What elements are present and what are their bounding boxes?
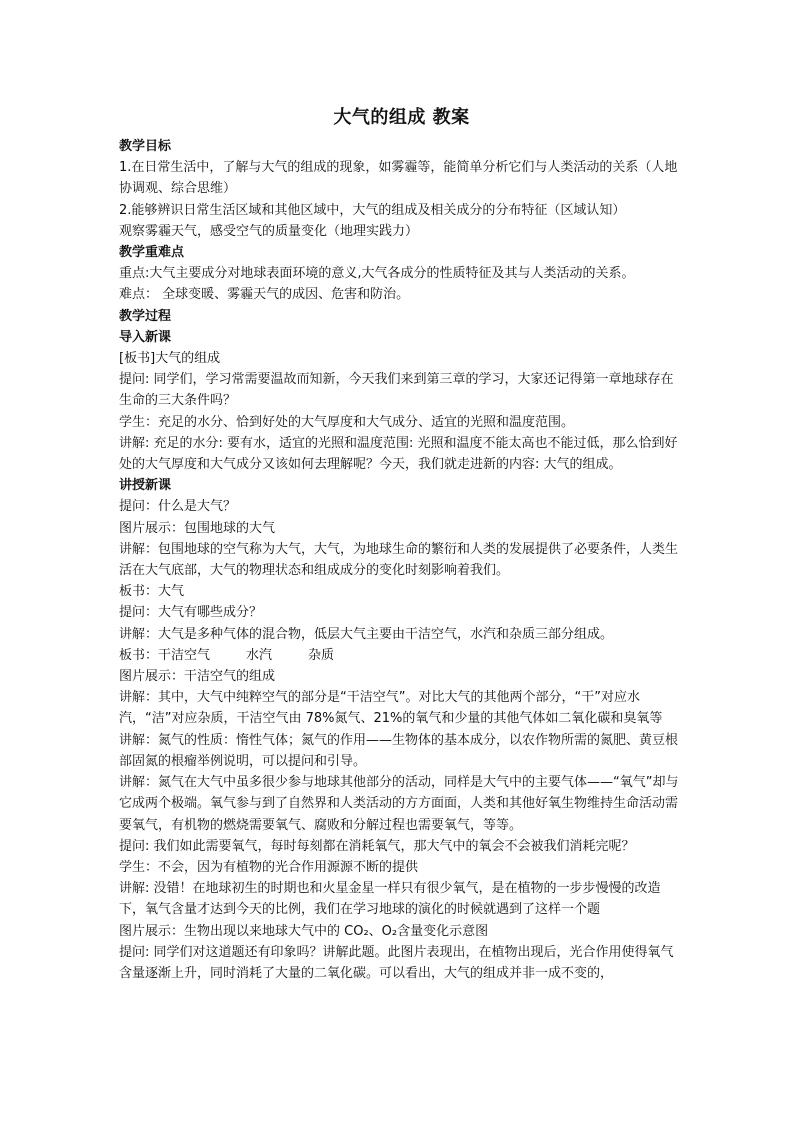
paragraph: 重点:大气主要成分对地球表面环境的意义,大气各成分的性质特征及其与人类活动的关系。	[119, 266, 635, 282]
paragraph: 板书：大气	[119, 584, 185, 600]
blackboard-item: 水汽	[246, 647, 273, 663]
paragraph: 提问: 同学们对这道题还有印象吗？讲解此题。此图片表现出，在植物出现后，光合作用使得氧气含量逐渐上升，同时消耗了大量的二氧化碳。可以看出，大气的组成并非一成不变的，	[119, 944, 674, 981]
paragraph: 讲解：其中，大气中纯粹空气的部分是“干洁空气”。对比大气的其他两个部分，“干”对应水汽，“洁”对应杂质，干洁空气由 78%氮气、21%的氧气和少量的其他气体如二氧化碳和臭氧等	[119, 690, 663, 727]
section-heading: 导入新课	[119, 329, 172, 345]
section-heading: 讲授新课	[119, 478, 172, 494]
paragraph: [板书]大气的组成	[119, 351, 221, 367]
paragraph: 讲解：氮气的性质：惰性气体；氮气的作用——生物体的基本成分，以农作物所需的氮肥、黄豆根部固氮的根瘤举例说明，可以提问和引导。	[119, 732, 679, 769]
paragraph: 难点： 全球变暖、雾霾天气的成因、危害和防治。	[119, 287, 410, 303]
paragraph: 提问：大气有哪些成分？	[119, 605, 263, 621]
paragraph: 1.在日常生活中，了解与大气的组成的现象，如雾霾等，能简单分析它们与人类活动的关系（人地协调观、综合思维）	[119, 160, 678, 197]
paragraph: 观察雾霾天气，感受空气的质量变化（地理实践力）	[119, 223, 419, 239]
blackboard-line	[119, 645, 684, 666]
paragraph: 讲解：氮气在大气中虽多很少参与地球其他部分的活动，同样是大气中的主要气体——“氧气”却与它成两个极端。氧气参与到了自然界和人类活动的方方面面，人类和其他好氧生物维持生命活动需要氧气，有机物的燃烧需要氧气、腐败和分解过程也需要氧气，等等。	[119, 775, 679, 833]
section-heading: 教学目标	[119, 139, 172, 154]
paragraph: 图片展示：包围地球的大气	[119, 520, 276, 536]
document-title: 大气的组成 教案	[333, 107, 470, 128]
section-heading: 教学重难点	[119, 245, 185, 261]
paragraph: 2.能够辨识日常生活区域和其他区域中，大气的组成及相关成分的分布特征（区域认知）	[119, 202, 626, 218]
blackboard-label: 板书：	[119, 647, 159, 663]
paragraph: 提问: 我们如此需要氧气，每时每刻都在消耗氧气，那大气中的氧会不会被我们消耗完呢？	[119, 838, 635, 854]
blackboard-item: 杂质	[308, 647, 335, 663]
blackboard-item: 干洁空气	[158, 647, 211, 663]
paragraph: 讲解：大气是多种气体的混合物，低层大气主要由干洁空气，水汽和杂质三部分组成。	[119, 626, 614, 642]
paragraph: 讲解: 没错！在地球初生的时期也和火星金星一样只有很少氧气，是在植物的一步步慢慢的改造下，氧气含量才达到今天的比例，我们在学习地球的演化的时候就遇到了这样一个题	[119, 881, 661, 918]
paragraph: 学生：不会，因为有植物的光合作用源源不断的提供	[119, 859, 419, 875]
document-page	[119, 104, 684, 984]
section-heading: 教学过程	[119, 308, 172, 324]
paragraph: 图片展示：干洁空气的组成	[119, 669, 276, 685]
paragraph: 提问: 同学们，学习常需要温故而知新，今天我们来到第三章的学习，大家还记得第一章地球存在生命的三大条件吗？	[119, 372, 674, 409]
paragraph: 学生：充足的水分、恰到好处的大气厚度和大气成分、适宜的光照和温度范围。	[119, 414, 575, 430]
paragraph: 提问：什么是大气？	[119, 499, 237, 515]
paragraph: 讲解: 充足的水分: 要有水，适宜的光照和温度范围: 光照和温度不能太高也不能过低，那么恰到好处的大气厚度和大气成分又该如何去理解呢？今天，我们就走进新的内容: 大气的组成。	[119, 435, 678, 473]
paragraph: 讲解：包围地球的空气称为大气，大气，为地球生命的繁衍和人类的发展提供了必要条件，人类生活在大气底部，大气的物理状态和组成成分的变化时刻影响着我们。	[119, 541, 679, 579]
paragraph: 图片展示：生物出现以来地球大气中的 CO₂、O₂含量变化示意图	[119, 923, 489, 939]
